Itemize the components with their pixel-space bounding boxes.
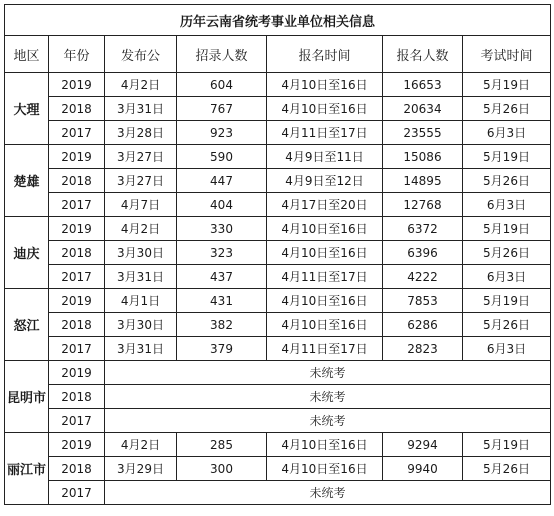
reg-time-cell: 4月10日至16日 [267,289,383,313]
publish-cell: 3月29日 [105,457,177,481]
year-cell: 2017 [49,193,105,217]
header-region: 地区 [5,36,49,73]
header-reg-time: 报名时间 [267,36,383,73]
region-cell: 大理 [5,73,49,145]
applicants-cell: 15086 [383,145,463,169]
header-year: 年份 [49,36,105,73]
year-cell: 2018 [49,97,105,121]
table-title: 历年云南省统考事业单位相关信息 [5,5,551,36]
recruit-cell: 404 [177,193,267,217]
recruit-cell: 767 [177,97,267,121]
year-cell: 2019 [49,73,105,97]
reg-time-cell: 4月9日至12日 [267,169,383,193]
table-row [5,121,551,145]
not-held-note: 未统考 [105,481,551,505]
header-publish: 发布公 [105,36,177,73]
year-cell: 2017 [49,265,105,289]
reg-time-cell: 4月11日至17日 [267,337,383,361]
year-cell: 2018 [49,241,105,265]
reg-time-cell: 4月10日至16日 [267,97,383,121]
table-row [5,313,551,337]
publish-cell: 3月30日 [105,241,177,265]
year-cell: 2017 [49,409,105,433]
region-cell: 昆明市 [5,361,49,433]
exam-time-cell: 6月3日 [463,265,551,289]
reg-time-cell: 4月10日至16日 [267,241,383,265]
table-row [5,337,551,361]
table-row [5,217,551,241]
table-row [5,481,551,505]
recruit-cell: 382 [177,313,267,337]
publish-cell: 4月7日 [105,193,177,217]
year-cell: 2018 [49,385,105,409]
reg-time-cell: 4月9日至11日 [267,145,383,169]
publish-cell: 3月31日 [105,337,177,361]
applicants-cell: 7853 [383,289,463,313]
exam-time-cell: 5月19日 [463,433,551,457]
publish-cell: 3月27日 [105,145,177,169]
reg-time-cell: 4月10日至16日 [267,217,383,241]
table-row [5,409,551,433]
header-row [5,36,551,73]
year-cell: 2018 [49,313,105,337]
exam-time-cell: 6月3日 [463,121,551,145]
applicants-cell: 12768 [383,193,463,217]
publish-cell: 4月2日 [105,433,177,457]
not-held-note: 未统考 [105,409,551,433]
header-recruit: 招录人数 [177,36,267,73]
year-cell: 2017 [49,481,105,505]
applicants-cell: 4222 [383,265,463,289]
header-exam-time: 考试时间 [463,36,551,73]
recruit-cell: 431 [177,289,267,313]
recruit-cell: 285 [177,433,267,457]
publish-cell: 4月2日 [105,73,177,97]
table-row [5,433,551,457]
recruit-cell: 447 [177,169,267,193]
year-cell: 2017 [49,121,105,145]
applicants-cell: 2823 [383,337,463,361]
info-table-container [4,4,550,512]
not-held-note: 未统考 [105,361,551,385]
reg-time-cell: 4月10日至16日 [267,457,383,481]
exam-time-cell: 6月3日 [463,193,551,217]
table-row [5,97,551,121]
table-row [5,361,551,385]
exam-time-cell: 5月19日 [463,73,551,97]
year-cell: 2018 [49,169,105,193]
info-table [4,4,551,505]
recruit-cell: 330 [177,217,267,241]
reg-time-cell: 4月11日至17日 [267,265,383,289]
reg-time-cell: 4月10日至16日 [267,433,383,457]
recruit-cell: 590 [177,145,267,169]
table-row [5,145,551,169]
applicants-cell: 16653 [383,73,463,97]
recruit-cell: 604 [177,73,267,97]
reg-time-cell: 4月17日至20日 [267,193,383,217]
publish-cell: 4月1日 [105,289,177,313]
applicants-cell: 14895 [383,169,463,193]
applicants-cell: 6286 [383,313,463,337]
region-cell: 迪庆 [5,217,49,289]
table-row [5,289,551,313]
exam-time-cell: 5月19日 [463,217,551,241]
recruit-cell: 300 [177,457,267,481]
year-cell: 2019 [49,433,105,457]
reg-time-cell: 4月11日至17日 [267,121,383,145]
table-row [5,73,551,97]
publish-cell: 3月30日 [105,313,177,337]
table-row [5,193,551,217]
exam-time-cell: 5月26日 [463,457,551,481]
year-cell: 2019 [49,289,105,313]
publish-cell: 4月2日 [105,217,177,241]
year-cell: 2019 [49,145,105,169]
applicants-cell: 6372 [383,217,463,241]
exam-time-cell: 5月26日 [463,169,551,193]
year-cell: 2017 [49,337,105,361]
publish-cell: 3月28日 [105,121,177,145]
publish-cell: 3月27日 [105,169,177,193]
year-cell: 2019 [49,217,105,241]
year-cell: 2019 [49,361,105,385]
recruit-cell: 923 [177,121,267,145]
not-held-note: 未统考 [105,385,551,409]
exam-time-cell: 5月19日 [463,145,551,169]
reg-time-cell: 4月10日至16日 [267,73,383,97]
exam-time-cell: 5月19日 [463,289,551,313]
applicants-cell: 6396 [383,241,463,265]
reg-time-cell: 4月10日至16日 [267,313,383,337]
region-cell: 怒江 [5,289,49,361]
applicants-cell: 9940 [383,457,463,481]
table-row [5,241,551,265]
year-cell: 2018 [49,457,105,481]
table-row [5,385,551,409]
recruit-cell: 379 [177,337,267,361]
header-applicants: 报名人数 [383,36,463,73]
recruit-cell: 323 [177,241,267,265]
title-row [5,5,551,36]
table-row [5,169,551,193]
applicants-cell: 20634 [383,97,463,121]
applicants-cell: 9294 [383,433,463,457]
table-row [5,265,551,289]
publish-cell: 3月31日 [105,265,177,289]
region-cell: 楚雄 [5,145,49,217]
exam-time-cell: 6月3日 [463,337,551,361]
applicants-cell: 23555 [383,121,463,145]
region-cell: 丽江市 [5,433,49,505]
recruit-cell: 437 [177,265,267,289]
exam-time-cell: 5月26日 [463,241,551,265]
table-row [5,457,551,481]
exam-time-cell: 5月26日 [463,313,551,337]
publish-cell: 3月31日 [105,97,177,121]
exam-time-cell: 5月26日 [463,97,551,121]
